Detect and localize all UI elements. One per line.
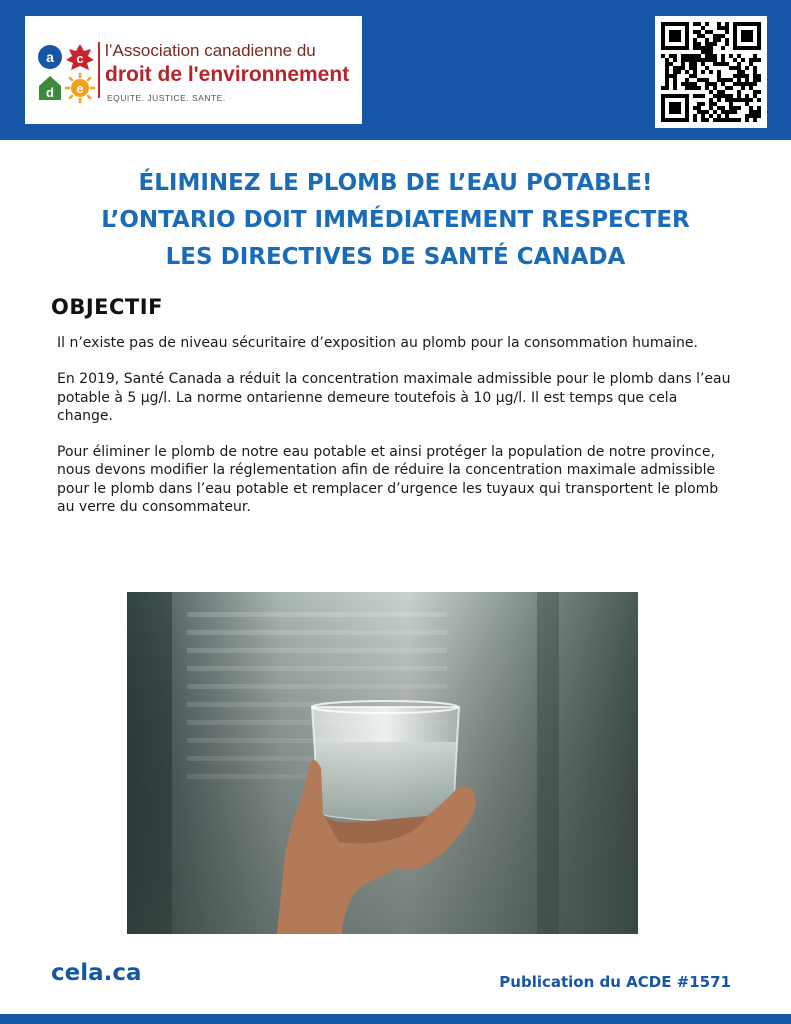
logo-letter-e: e xyxy=(76,81,84,96)
water-glass-image xyxy=(127,592,638,934)
footer-website-link[interactable]: cela.ca xyxy=(51,960,142,986)
logo-letter-c: c xyxy=(76,51,84,66)
logo-letter-d: d xyxy=(46,85,54,100)
section-heading: OBJECTIF xyxy=(51,295,163,319)
logo-tagline: EQUITE. JUSTICE. SANTE. xyxy=(107,93,226,103)
bottom-band xyxy=(0,1014,791,1024)
page-title xyxy=(0,165,791,276)
paragraph-2: En 2019, Santé Canada a réduit la concentration maximale admissible pour le plomb dans l’eau potable à 5 µg/l. La norme ontarienne demeure toutefois à 10 µg/l. Il est temps que cela change. xyxy=(57,371,731,424)
paragraph-1: Il n’existe pas de niveau sécuritaire d’exposition au plomb pour la consommation humaine. xyxy=(57,335,698,351)
footer-publication-number: Publication du ACDE #1571 xyxy=(499,973,731,991)
title-line-2: L’ONTARIO DOIT IMMÉDIATEMENT RESPECTER xyxy=(101,207,690,233)
qr-code xyxy=(655,16,767,128)
qr-code-icon xyxy=(661,22,761,122)
logo-organization-line1: l’Association canadienne du xyxy=(105,41,316,60)
logo-organization-line2: droit de l'environnement xyxy=(105,63,350,86)
logo-divider xyxy=(98,42,100,98)
body-text xyxy=(57,334,737,534)
header-band xyxy=(0,0,791,140)
paragraph-3: Pour éliminer le plomb de notre eau potable et ainsi protéger la population de notre province, nous devons modifier la réglementation afin de réduire la concentration maximale admissible pour le plomb dans l’eau potable et remplacer d’urgence les tuyaux qui transportent le plomb au verre du consommateur. xyxy=(57,444,719,516)
logo-letter-a: a xyxy=(46,49,54,65)
title-line-1: ÉLIMINEZ LE PLOMB DE L’EAU POTABLE! xyxy=(138,170,653,196)
organization-logo xyxy=(25,16,362,124)
water-glass-photo xyxy=(127,592,638,934)
acde-logo-mark-icon xyxy=(33,40,97,104)
title-line-3: LES DIRECTIVES DE SANTÉ CANADA xyxy=(165,244,626,270)
